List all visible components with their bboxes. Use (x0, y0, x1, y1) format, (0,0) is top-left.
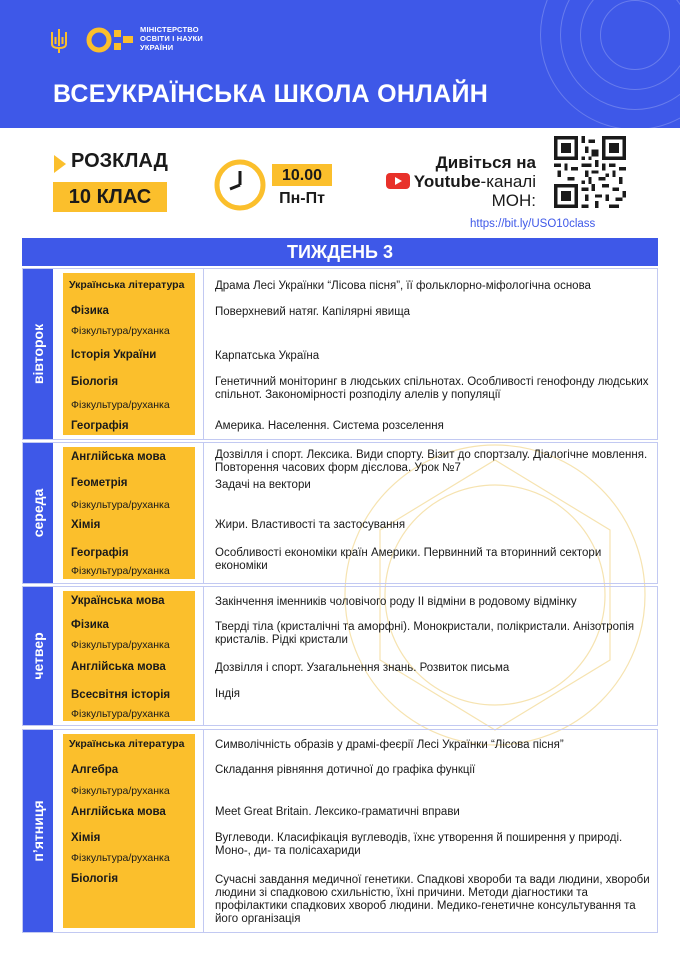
lesson-topic: Генетичний моніторинг в людських спільнотах. Особливості генофонду людських спільнот. Закономірності розподілу алелів у популяції (215, 376, 649, 401)
subject-name: Українська література (69, 279, 185, 291)
lesson-topic: Дозвілля і спорт. Лексика. Види спорту. Візит до спортзалу. Діалогічне мовлення. Повторення часових форм дієслова. Урок №7 (215, 449, 648, 474)
lesson-topic: Сучасні завдання медичної генетики. Спадкові хвороби та вади людини, хвороби людини зі спадковою схильністю, їхні причини. Методи діагностики та профілактики спадкових хвороб людини. Медико-генетичне консультування та його організація (215, 874, 650, 925)
subjects-column (63, 447, 195, 579)
subject-name: Геометрія (71, 477, 128, 489)
week-header: ТИЖДЕНЬ 3 (22, 238, 658, 266)
day-block-wednesday (22, 442, 658, 584)
lesson-topic: Особливості економіки країн Америки. Первинний та вторинний сектори економіки (215, 547, 602, 572)
lesson-topic: Дозвілля і спорт. Узагальнення знань. Розвиток письма (215, 662, 510, 674)
subject-name: Алгебра (71, 764, 119, 776)
subject-name: Біологія (71, 376, 119, 388)
day-label: середа (23, 443, 53, 583)
lesson-topic: Жири. Властивості та застосування (215, 519, 406, 531)
schedule-label: РОЗКЛАД (71, 150, 168, 172)
day-label: пʼятниця (23, 730, 53, 932)
page-title: ВСЕУКРАЇНСЬКА ШКОЛА ОНЛАЙН (53, 80, 489, 108)
lesson-topic: Америка. Населення. Система розселення (215, 420, 444, 432)
subject-name: Історія України (71, 349, 157, 361)
lesson-topic: Драма Лесі Українки “Лісова пісня”, її фольклорно-міфологічна основа (215, 280, 591, 292)
subject-name: Географія (71, 420, 129, 432)
pe-break: Фізкультура/руханка (71, 325, 170, 337)
day-block-tuesday (22, 268, 658, 440)
lesson-topic: Поверхневий натяг. Капілярні явища (215, 306, 411, 318)
qr-code-icon (554, 136, 626, 208)
subject-name: Географія (71, 547, 129, 559)
lesson-topic: Закінчення іменників чоловічого роду ІІ відміни в родовому відмінку (215, 596, 577, 608)
pe-break: Фізкультура/руханка (71, 499, 170, 511)
watch-line-3: МОН: (491, 191, 536, 210)
lesson-topic: Вуглеводи. Класифікація вуглеводів, їхнє утворення й поширення у природі. Моно-, ди- та полісахариди (215, 832, 623, 857)
subject-name: Англійська мова (71, 806, 166, 818)
subjects-column (63, 591, 195, 721)
ministry-name: МІНІСТЕРСТВО ОСВІТИ І НАУКИ УКРАЇНИ (140, 25, 203, 52)
lesson-topic: Задачі на вектори (215, 479, 311, 491)
subject-name: Хімія (71, 519, 101, 531)
mon-logo-icon (86, 26, 136, 54)
lesson-topic: Символічність образів у драмі-феєрії Лесі Українки “Лісова пісня” (215, 739, 564, 751)
subject-name: Всесвітня історія (71, 689, 171, 701)
header-banner (0, 0, 680, 128)
channel-link[interactable]: https://bit.ly/USO10class (470, 218, 596, 230)
lesson-topic: Карпатська Україна (215, 350, 320, 362)
pe-break: Фізкультура/руханка (71, 785, 170, 797)
subject-name: Українська література (69, 738, 185, 750)
clock-icon (214, 159, 266, 211)
day-label: четвер (23, 587, 53, 725)
youtube-word: Youtube (413, 172, 481, 191)
subject-name: Хімія (71, 832, 101, 844)
day-block-friday (22, 729, 658, 933)
lesson-topic: Складання рівняння дотичної до графіка функції (215, 764, 476, 776)
lesson-topic: Тверді тіла (кристалічні та аморфні). Монокристали, полікристали. Анізотропія кристалів. Рідкі кристали (215, 621, 635, 646)
youtube-icon (386, 173, 410, 189)
subject-name: Українська мова (71, 595, 165, 607)
subject-name: Біологія (71, 873, 119, 885)
subject-name: Фізика (71, 619, 109, 631)
pe-break: Фізкультура/руханка (71, 399, 170, 411)
lesson-topic: Індія (215, 688, 241, 700)
subject-name: Фізика (71, 305, 109, 317)
pe-break: Фізкультура/руханка (71, 708, 170, 720)
lesson-topic: Meet Great Britain. Лексико-граматичні вправи (215, 806, 460, 818)
subject-name: Англійська мова (71, 451, 166, 463)
pe-break: Фізкультура/руханка (71, 852, 170, 864)
arrow-right-icon (54, 155, 66, 173)
youtube-channel-text (380, 153, 536, 210)
subject-name: Англійська мова (71, 661, 166, 673)
day-block-thursday (22, 586, 658, 726)
watch-line-1: Дивіться на (435, 153, 536, 172)
broadcast-time: 10.00 (272, 164, 332, 186)
channel-suffix: -каналі (480, 172, 536, 191)
grade-badge: 10 КЛАС (53, 182, 167, 212)
broadcast-days: Пн-Пт (279, 190, 325, 207)
day-label: вівторок (23, 269, 53, 439)
trident-icon (50, 28, 68, 54)
pe-break: Фізкультура/руханка (71, 639, 170, 651)
pe-break: Фізкультура/руханка (71, 565, 170, 577)
